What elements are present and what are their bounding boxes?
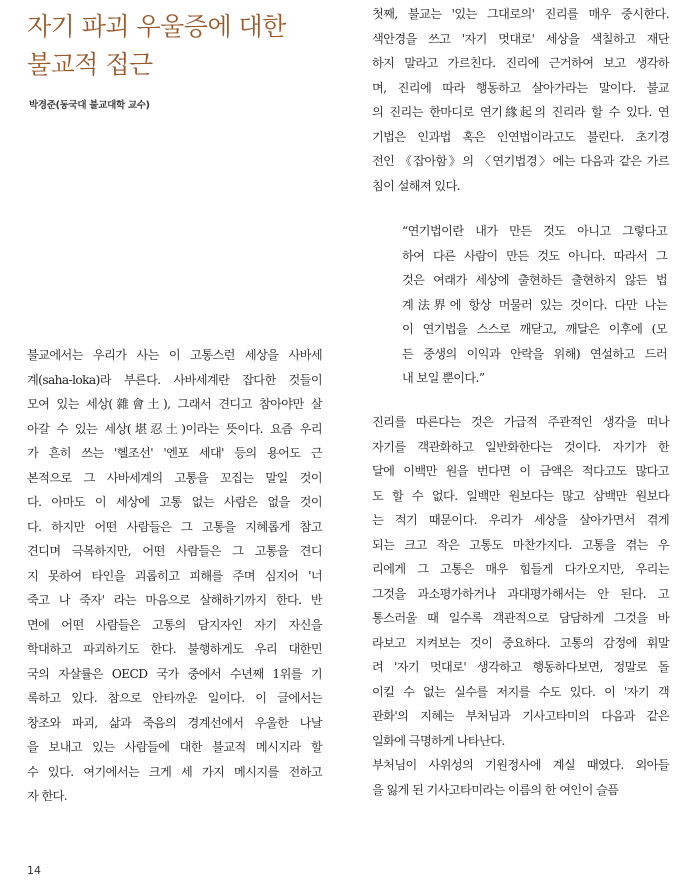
text-line: 불교에서는 우리가 사는 이 고통스런 세상을 사바세 xyxy=(27,348,322,362)
text-line: 모여 있는 세상(雜會土), 그래서 견디고 참아야만 살 xyxy=(27,397,322,411)
text-line: 달에 이백만 원을 번다면 이 금액은 적다고도 많다고 xyxy=(372,464,669,478)
page-number: 14 xyxy=(27,864,41,877)
text-line: 며, 진리에 따라 행동하고 살아가라는 말이다. 불교 xyxy=(372,80,669,95)
title-line: 불교적 접근 xyxy=(27,50,153,79)
article-title xyxy=(27,8,327,84)
text-line: 수 있다. 여기에서는 크게 세 가지 메시지를 전하고 xyxy=(27,764,322,779)
text-line: 이 연기법을 스스로 깨닫고, 깨달은 이후에 (모 xyxy=(402,322,667,336)
text-line: 본적으로 그 사바세계의 고통을 꼬집는 말일 것이 xyxy=(27,470,322,485)
text-line: 다. 아마도 이 세상에 고통 없는 사람은 없을 것이 xyxy=(27,495,322,509)
text-line: 일화에 극명하게 나타난다. xyxy=(372,733,505,748)
text-line: 것은 여래가 세상에 출현하든 출현하지 않든 법 xyxy=(402,273,667,287)
text-line: 색안경을 쓰고 '자기 멋대로' 세상을 색칠하고 재단 xyxy=(372,31,669,46)
right-column-intro-text xyxy=(372,2,669,198)
text-line: 라보고 지켜보는 것이 중요하다. 고통의 감정에 휘말 xyxy=(372,635,669,650)
text-line: 자기를 객관화하고 일반화한다는 것이다. 자기가 한 xyxy=(372,439,669,454)
text-line: 통스러울 때 일수록 객관적으로 담담하게 그것을 바 xyxy=(372,611,669,625)
text-line: 가 흔히 쓰는 '헬조선' '엔포 세대' 등의 용어도 근 xyxy=(27,446,322,460)
left-column-text xyxy=(27,343,322,809)
text-line: 부처님이 사위성의 기원정사에 계실 때였다. 외아들 xyxy=(372,758,669,772)
text-line: 첫째, 불교는 '있는 그대로의' 진리를 매우 중시한다. xyxy=(372,7,669,21)
author-byline: 박경준(동국대 불교대학 교수) xyxy=(29,100,150,111)
text-line: 는 적기 때문이다. 우리가 세상을 살아가면서 겪게 xyxy=(372,513,669,527)
text-line: 학대하고 파괴하기도 한다. 불행하게도 우리 대한민 xyxy=(27,642,322,656)
text-line: 도 할 수 없다. 일백만 원보다는 많고 삼백만 원보다 xyxy=(372,488,669,503)
text-line: 진리를 따른다는 것은 가급적 주관적인 생각을 떠나 xyxy=(372,415,669,429)
text-line: 리에게 그 고통은 매우 힘들게 다가오지만, 우리는 xyxy=(372,562,669,576)
text-line: 창조와 파괴, 삶과 죽음의 경계선에서 우울한 나날 xyxy=(27,715,322,730)
text-line: 내 보일 뿐이다.” xyxy=(402,371,485,385)
text-line: 을 잃게 된 기사고타미라는 이름의 한 여인이 슬픔 xyxy=(372,782,619,797)
title-line: 자기 파괴 우울증에 대한 xyxy=(27,12,286,41)
text-line: 록하고 있다. 참으로 안타까운 일이다. 이 글에서는 xyxy=(27,691,322,705)
text-line: 든 중생의 이익과 안락을 위해) 연설하고 드러 xyxy=(402,346,667,361)
text-line: 기법은 인과법 혹은 인연법이라고도 불린다. 초기경 xyxy=(372,129,669,144)
right-column-body-text xyxy=(372,410,669,802)
text-line: 전인 《잡아함》의 〈연기법경〉에는 다음과 같은 가르 xyxy=(372,154,669,168)
text-line: 견디며 극복하지만, 어떤 사람들은 그 고통을 견디 xyxy=(27,544,322,558)
text-line: 계法界에 항상 머물러 있는 것이다. 다만 나는 xyxy=(402,297,667,312)
text-line: 이킬 수 없는 실수를 저지를 수도 있다. 이 '자기 객 xyxy=(372,684,669,699)
text-line: 을 보내고 있는 사람들에 대한 불교적 메시지라 할 xyxy=(27,740,322,754)
text-line: 의 진리는 한마디로 연기緣起의 진리라 할 수 있다. 연 xyxy=(372,105,669,119)
text-line: 하여 다른 사람이 만든 것도 아니다. 따라서 그 xyxy=(402,248,667,263)
text-line: 관화'의 지혜는 부처님과 기사고타미의 다음과 같은 xyxy=(372,709,669,723)
text-line: 되는 크고 작은 고통도 마찬가지다. 고통을 겪는 우 xyxy=(372,537,669,552)
text-line: 죽고 나 죽자' 라는 마음으로 살해하기까지 한다. 반 xyxy=(27,593,322,607)
text-line: 려 '자기 멋대로' 생각하고 행동하다보면, 정말로 돌 xyxy=(372,660,669,674)
text-line: 아갈 수 있는 세상(堪忍土)이라는 뜻이다. 요즘 우리 xyxy=(27,421,322,436)
text-line: “연기법이란 내가 만든 것도 아니고 그렇다고 xyxy=(402,224,667,238)
text-line: 그것을 과소평가하거나 과대평가해서는 안 된다. 고 xyxy=(372,586,669,601)
text-line: 침이 설해져 있다. xyxy=(372,178,461,193)
text-line: 계(saha-loka)라 부른다. 사바세계란 잡다한 것들이 xyxy=(27,372,322,387)
text-line: 국의 자살률은 OECD 국가 중에서 수년째 1위를 기 xyxy=(27,666,322,681)
text-line: 자 한다. xyxy=(27,789,68,803)
text-line: 면에 어떤 사람들은 고통의 담지자인 자기 자신을 xyxy=(27,617,322,632)
text-line: 지 못하여 타인을 괴롭히고 피해를 주며 심지어 '너 xyxy=(27,568,322,583)
text-line: 하지 말라고 가르친다. 진리에 근거하여 보고 생각하 xyxy=(372,56,669,70)
block-quote xyxy=(402,219,667,391)
text-line: 다. 하지만 어떤 사람들은 그 고통을 지혜롭게 참고 xyxy=(27,519,322,534)
